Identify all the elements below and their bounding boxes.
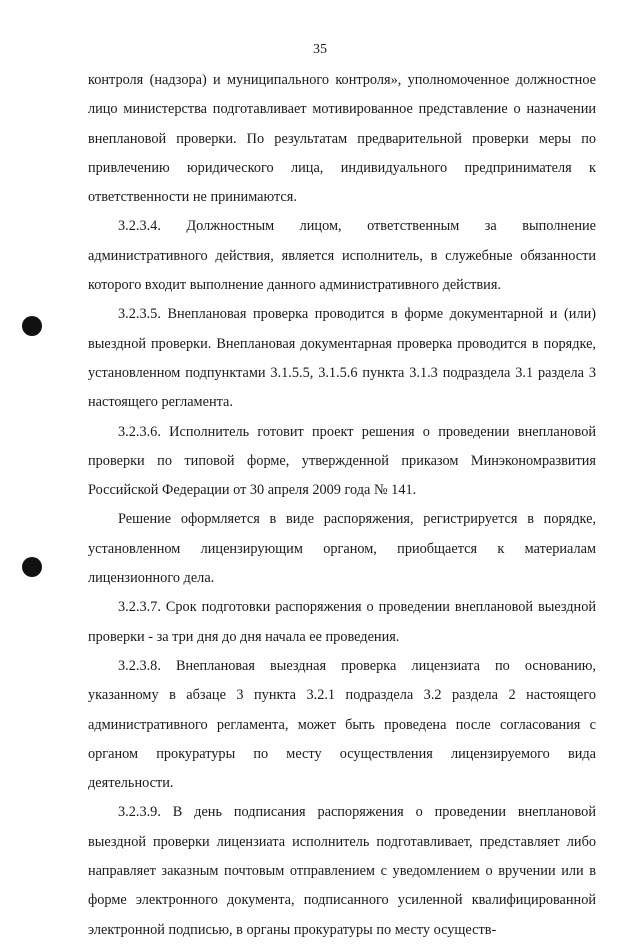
paragraph-3-2-3-8: 3.2.3.8. Внеплановая выездная проверка лицензиата по основанию, указанному в абзаце 3 пункта 3.2.1 подраздела 3.2 раздела 2 настоящего административного регламента, может быть проведена после согласования с органом прокуратуры по месту осуществления лицензируемого вида деятельности.: [88, 657, 596, 792]
paragraph-3-2-3-5: 3.2.3.5. Внеплановая проверка проводится в форме документарной и (или) выездной проверки. Внеплановая документарная проверка проводится в порядке, установленном подпунктами 3.1.5.5, 3.1.5.6 пункта 3.1.3 подраздела 3.1 раздела 3 настоящего регламента.: [88, 306, 596, 411]
paragraph-3-2-3-4: 3.2.3.4. Должностным лицом, ответственным за выполнение административного действия, является исполнитель, в служебные обязанности которого входит выполнение данного административного действия.: [88, 218, 596, 294]
paragraph-3-2-3-7: 3.2.3.7. Срок подготовки распоряжения о проведении внеплановой выездной проверки - за три дня до дня начала ее проведения.: [88, 599, 596, 645]
punch-hole: [22, 316, 42, 336]
page-number: 35: [313, 42, 327, 57]
paragraph-3-2-3-6: 3.2.3.6. Исполнитель готовит проект решения о проведении внеплановой проверки по типовой форме, утвержденной приказом Минэкономразвития Российской Федерации от 30 апреля 2009 года № 141.: [88, 423, 596, 499]
punch-hole: [22, 557, 42, 577]
document-body: [88, 66, 596, 945]
paragraph-3-2-3-9: 3.2.3.9. В день подписания распоряжения о проведении внеплановой выездной проверки лицензиата исполнитель подготавливает, представляет либо направляет заказным почтовым отправлением с уведомлением о вручении или в форме электронного документа, подписанного усиленной квалифицированной электронной подписью, в органы прокуратуры по месту осуществ-: [88, 804, 596, 938]
paragraph-decision: Решение оформляется в виде распоряжения, регистрируется в порядке, установленном лицензирующим органом, приобщается к материалам лицензионного дела.: [88, 511, 596, 587]
paragraph-continuation: контроля (надзора) и муниципального контроля», уполномоченное должностное лицо министерства подготавливает мотивированное представление о назначении внеплановой проверки. По результатам предварительной проверки меры по привлечению юридического лица, индивидуального предпринимателя к ответственности не принимаются.: [88, 72, 596, 206]
